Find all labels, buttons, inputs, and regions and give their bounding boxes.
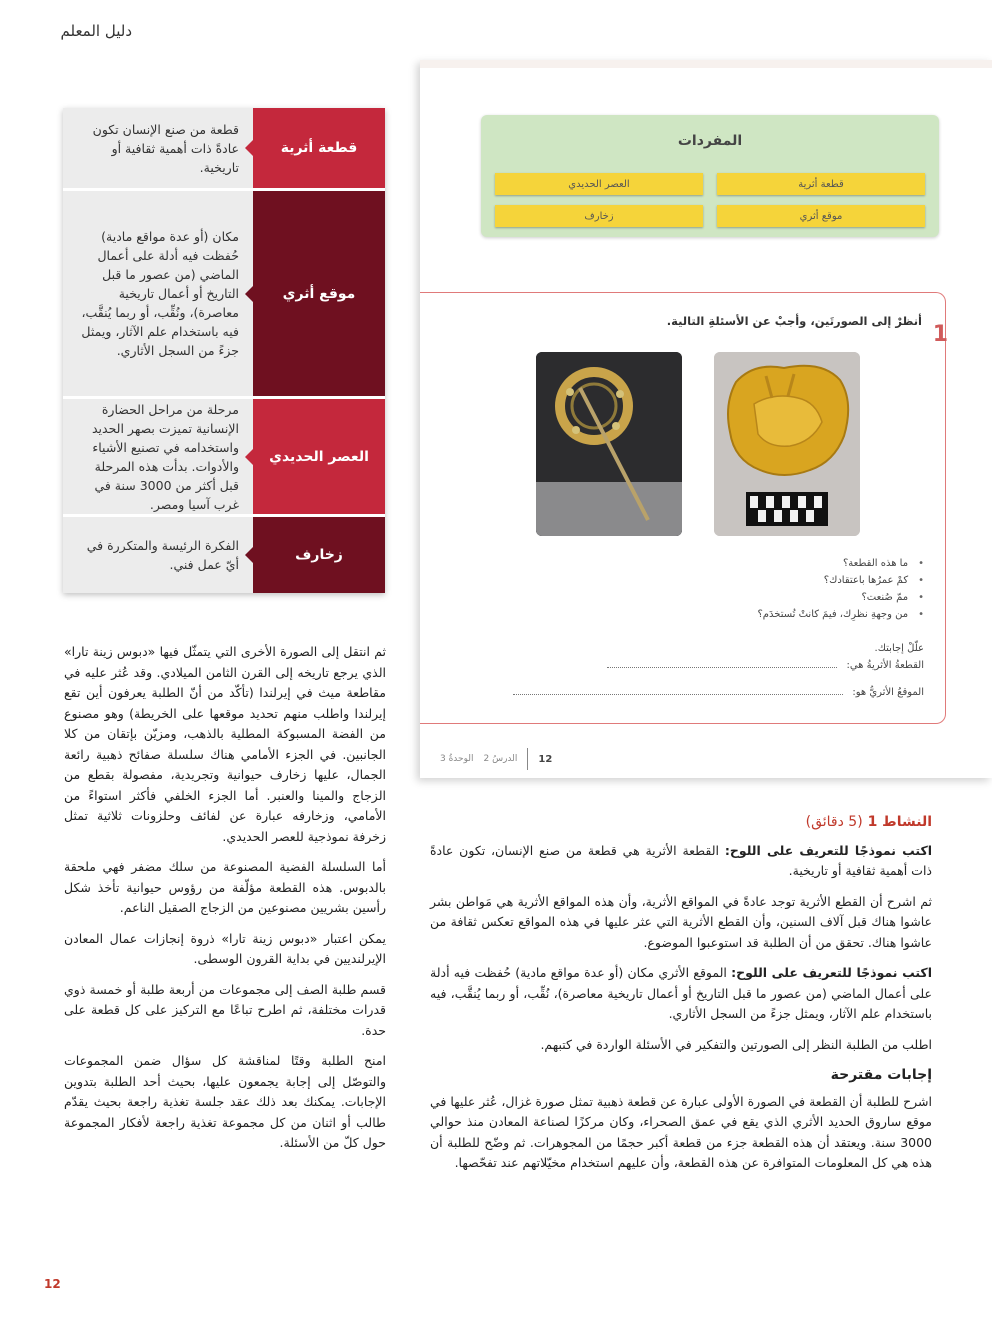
paragraph: يمكن اعتبار «دبوس زينة تارا» ذروة إنجازات عمال المعادن الإيرلنديين في بداية القرون الوسطى. [64, 930, 386, 966]
paragraph: أما السلسلة الفضية المصنوعة من سلك مضفر فهي ملحقة بالدبوس. هذه القطعة مؤلّفة من رؤوس حيوانية تأخذ شكل رأسين بشريين مصنوعين من الزجاج الصقيل الناعم. [64, 859, 386, 915]
vocab-chip: زخارف [495, 205, 703, 227]
paragraph: قسم طلبة الصف إلى مجموعات من أربعة طلبة أو خمسة ذوي قدرات مختلفة، ثم اطرح تباعًا مع التركيز على كل قطعة على حدة. [64, 981, 386, 1038]
answer-site-line [484, 684, 924, 701]
student-book-page-number: 12 [538, 753, 553, 765]
activity-instruction: أنظرْ إلى الصورتَين، وأجبْ عن الأسئلةِ التالية. [666, 314, 922, 328]
glossary-row [63, 396, 385, 514]
instruction-bold: اكتب نموذجًا للتعريف على اللوح: [724, 842, 932, 858]
question-item: • كمْ عمرُها باعتقادك؟ [757, 572, 924, 589]
paragraph [430, 841, 932, 882]
paragraph: اطلب من الطلبة النظر إلى الصورتين والتفكير في الأسئلة الواردة في كتبهم. [540, 1036, 932, 1052]
paragraph [430, 963, 932, 1025]
gold-gazelle-photo [714, 352, 860, 536]
glossary-row [63, 188, 385, 396]
paragraph: امنح الطلبة وقتًا لمناقشة كل سؤال ضمن المجموعات والتوصّل إلى إجابة يجمعون عليها، بحيث أحد الطلبة بتدوين الإجابات. يمكنك بعد ذلك عقد جلسة تغذية راجعة بحيث يقدّم طالب أو اثنان من كل مجموعة تغذية راجعة لأفكار المجموعة حول كلّ من الأسئلة. [64, 1053, 386, 1150]
answer-block [484, 640, 924, 701]
page-number: 12 [44, 1277, 61, 1291]
paragraph: اشرح للطلبة أن القطعة في الصورة الأولى عبارة عن قطعة ذهبية تمثل صورة غزال، عُثر عليها في موقع ساروق الحديد الأثري الذي يقع في عمق الصحراء، وكان مركزًا لصناعة المعادن منذ حوالي 3000 سنة. ويعتقد أن هذه القطعة جزء من قطعة أكبر حجمًا من المجوهرات. ثم وضّح للطلبة أن هذه هي كل المعلومات المتوافرة عن هذه القطعة، وأن عليهم استخدام مخيّلاتهم عند تفحّصها. [429, 1093, 932, 1170]
glossary-term: العصر الحديدي [253, 396, 385, 514]
instruction-text: الموقع الأثري مكان (أو عدة مواقع مادية) حُفظت فيه أدلة على أعمال الماضي (من عصور ما قبل التاريخ أو أعمال تاريخية معاصرة)، نُقِّب، أو ربما يُنقَّب، فيه باستخدام علم الآثار، ويمثل جزءً من السجل الأثاري. [430, 965, 932, 1021]
glossary-definition: مكان (أو عدة مواقع مادية) حُفظت فيه أدلة على أعمال الماضي (من عصور ما قبل التاريخ أو أعمال تاريخية معاصرة)، ونُقِّب، أو ربما يُنقَّب، فيه باستخدام علم الآثار، ويمثل جزءً من السجل الأثاري. [63, 188, 253, 396]
question-item: • ما هذه القطعة؟ [757, 555, 924, 572]
instruction-text: القطعة الأثرية هي قطعة من صنع الإنسان، تكون عادةً ذات أهمية ثقافية أو تاريخية. [430, 842, 932, 878]
footer-divider [527, 748, 528, 770]
activity-heading [430, 812, 932, 833]
glossary-term: زخارف [253, 514, 385, 593]
answer-site-field[interactable] [513, 685, 843, 695]
activity-number: 1 [932, 322, 948, 347]
page-header-title: دليل المعلم [60, 22, 132, 40]
footer-unit: الوحدةُ 3 [440, 754, 474, 764]
paragraph: ثم انتقل إلى الصورة الأخرى التي يتمثّل فيها «دبوس زينة تارا» الذي يرجع تاريخه إلى القرن الثامن الميلادي. وقد عُثر عليه في مقاطعة ميث في إيرلندا (تأكّد من أنّ الطلبة يعرفون أين تقع إيرلندا واطلب منهم تحديد موقعها على الخريطة) وهو مصنوع من الفضة المسبوكة المطلية بالذهب، ومزيّن بإتقان من كلا الجانبين. في الجزء الأمامي هناك سلسلة صفائح ذهبية رائعة الجمال، عليها زخارف حيوانية وتجريدية، مفصولة بقطع من الزجاج والمينا والعنبر. أما الجزء الخلفي فأكثر استواءً من الأمامي، وزخارفه عبارة عن لفائف وحلزونات ثلاثية تمثل زخرفة نموذجية للعصر الحديدي. [64, 644, 386, 844]
activity-title: النشاط 1 [867, 814, 932, 830]
vocabulary-box [481, 115, 939, 237]
answer-site-label: الموقعُ الأثريُّ هو: [852, 687, 924, 698]
answer-artifact-line [484, 657, 924, 674]
question-item: • ممّ صُنعت؟ [757, 589, 924, 606]
tara-brooch-photo [536, 352, 682, 536]
page-top-strip [420, 60, 992, 68]
glossary-row [63, 108, 385, 188]
question-item: • من وجهةِ نظرِك، فيمَ كانتْ تُستخدَم؟ [757, 606, 924, 623]
answer-intro: علّلْ إجابتك. [874, 643, 924, 654]
activity-duration: (5 دقائق) [805, 814, 863, 830]
instruction-bold: اكتب نموذجًا للتعريف على اللوح: [731, 965, 932, 980]
glossary-definition: مرحلة من مراحل الحضارة الإنسانية تميزت بصهر الحديد واستخدامه في تصنيع الأشياء والأدوات. بدأت هذه المرحلة قبل أكثر من 3000 سنة في غرب آسيا ومصر. [63, 396, 253, 514]
vocabulary-title: المفردات [677, 133, 743, 149]
vocab-chip: العصر الحديدي [495, 173, 703, 195]
glossary-term: قطعة أثرية [253, 108, 385, 188]
answer-artifact-field[interactable] [607, 658, 837, 668]
answer-artifact-label: القطعةُ الأثريةُ هي: [846, 660, 924, 671]
glossary-definition: قطعة من صنع الإنسان تكون عادةً ذات أهمية ثقافية أو تاريخية. [63, 108, 253, 188]
glossary-term: موقع أثري [253, 188, 385, 396]
question-list [757, 555, 924, 623]
footer-lesson: الدرسُ 2 [483, 754, 518, 764]
glossary-row [63, 514, 385, 593]
student-book-footer [440, 748, 552, 770]
suggested-answers-heading: إجابات مقترحة [830, 1067, 932, 1083]
activity-section [430, 812, 932, 1184]
paragraph: ثم اشرح أن القطع الأثرية توجد عادةً في المواقع الأثرية، وأن هذه المواقع الأثرية هي مَواطن بشر عاشوا هناك قبل آلاف السنين، وأن القطع الأثرية التي عثر عليها في هذه المواقع تعكس ثقافة من عاشوا هناك. تحقق من أن الطلبة قد استوعبوا الموضوع. [430, 893, 932, 950]
glossary-table [63, 108, 385, 593]
vocab-chip: موقع أثري [717, 205, 925, 227]
student-book-page [420, 60, 992, 778]
left-body-text [64, 642, 386, 1164]
glossary-definition: الفكرة الرئيسة والمتكررة في أيّ عمل فني. [63, 514, 253, 593]
vocab-chip: قطعة أثرية [717, 173, 925, 195]
